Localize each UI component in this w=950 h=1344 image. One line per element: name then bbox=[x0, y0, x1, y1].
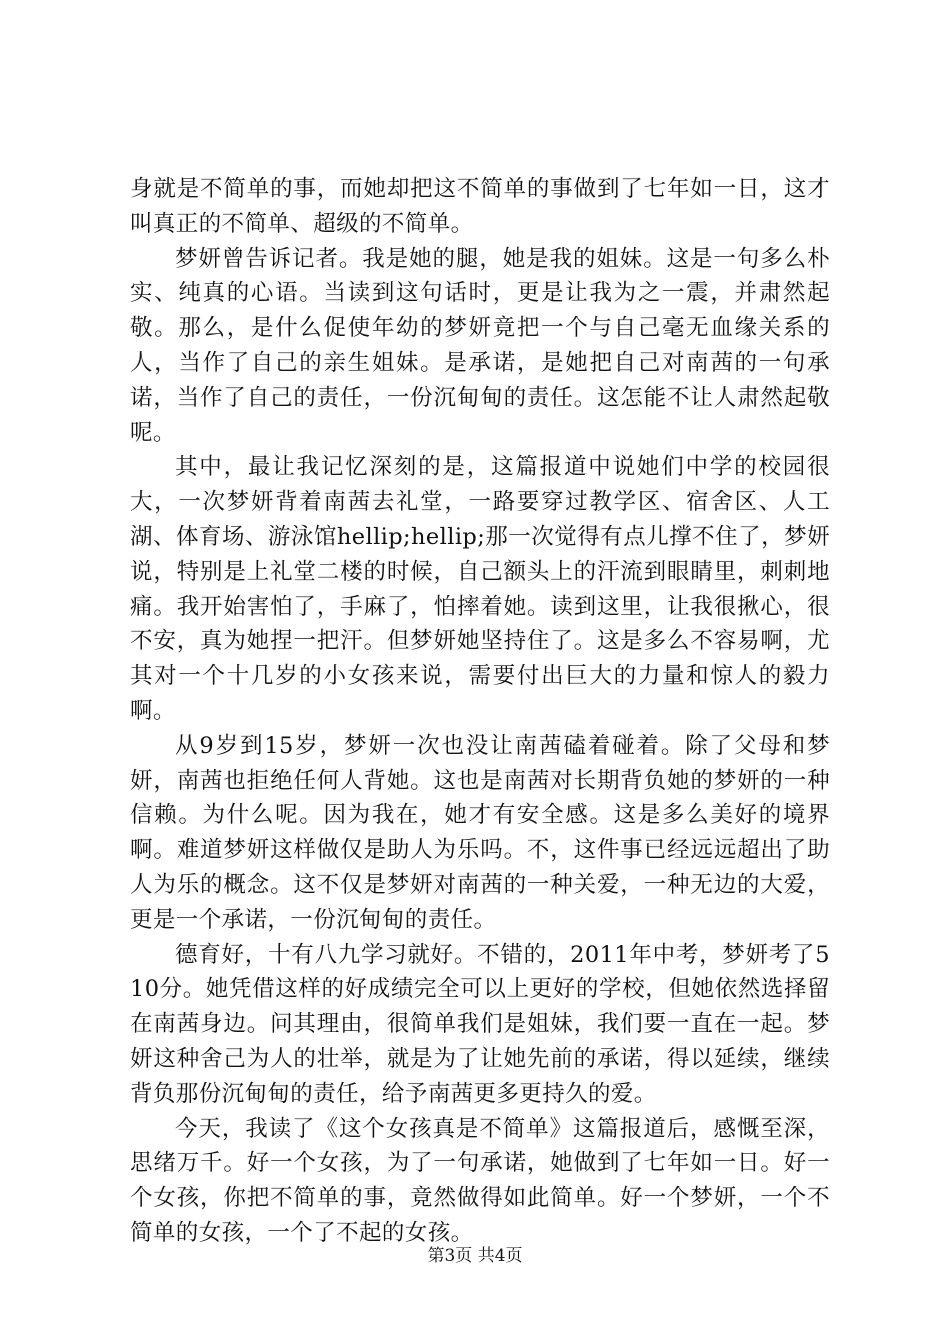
paragraph-exam: 德育好，十有八九学习就好。不错的，2011年中考，梦妍考了510分。她凭借这样的好成绩完全可以上更好的学校，但她依然选择留在南茜身边。问其理由，很简单我们是姐妹，我们要一直在一起。梦妍这种舍己为人的壮举，就是为了让她先前的承诺，得以延续，继续背负那份沉甸甸的责任，给予南茜更多更持久的爱。 bbox=[130, 941, 830, 1107]
paragraph-promise: 梦妍曾告诉记者。我是她的腿，她是我的姐妹。这是一句多么朴实、纯真的心语。当读到这句话时，更是让我为之一震，并肃然起敬。那么，是什么促使年幼的梦妍竟把一个与自己毫无血缘关系的人，当作了自己的亲生姐妹。是承诺，是她把自己对南茜的一句承诺，当作了自己的责任，一份沉甸甸的责任。这怎能不让人肃然起敬呢。 bbox=[130, 245, 830, 446]
paragraph-trust: 从9岁到15岁，梦妍一次也没让南茜磕着碰着。除了父母和梦妍，南茜也拒绝任何人背她。这也是南茜对长期背负她的梦妍的一种信赖。为什么呢。因为我在，她才有安全感。这是多么美好的境界啊。难道梦妍这样做仅是助人为乐吗。不，这件事已经远远超出了助人为乐的概念。这不仅是梦妍对南茜的一种关爱，一种无边的大爱，更是一个承诺，一份沉甸甸的责任。 bbox=[130, 732, 830, 933]
paragraph-campus: 其中，最让我记忆深刻的是，这篇报道中说她们中学的校园很大，一次梦妍背着南茜去礼堂，一路要穿过教学区、宿舍区、人工湖、体育场、游泳馆hellip;hellip;那一次觉得有点儿撑不住了，梦妍说，特别是上礼堂二楼的时候，自己额头上的汗流到眼睛里，刺刺地痛。我开始害怕了，手麻了，怕摔着她。读到这里，让我很揪心，很不安，真为她捏一把汗。但梦妍她坚持住了。这是多么不容易啊，尤其对一个十几岁的小女孩来说，需要付出巨大的力量和惊人的毅力啊。 bbox=[130, 454, 830, 724]
document-body bbox=[130, 172, 830, 1251]
paragraph-continuation: 身就是不简单的事，而她却把这不简单的事做到了七年如一日，这才叫真正的不简单、超级的不简单。 bbox=[130, 176, 830, 237]
paragraph-conclusion: 今天，我读了《这个女孩真是不简单》这篇报道后，感慨至深，思绪万千。好一个女孩，为了一句承诺，她做到了七年如一日。好一个女孩，你把不简单的事，竟然做得如此简单。好一个梦妍，一个不简单的女孩，一个了不起的女孩。 bbox=[130, 1115, 830, 1246]
page-footer: 第3页 共4页 bbox=[427, 1246, 523, 1266]
